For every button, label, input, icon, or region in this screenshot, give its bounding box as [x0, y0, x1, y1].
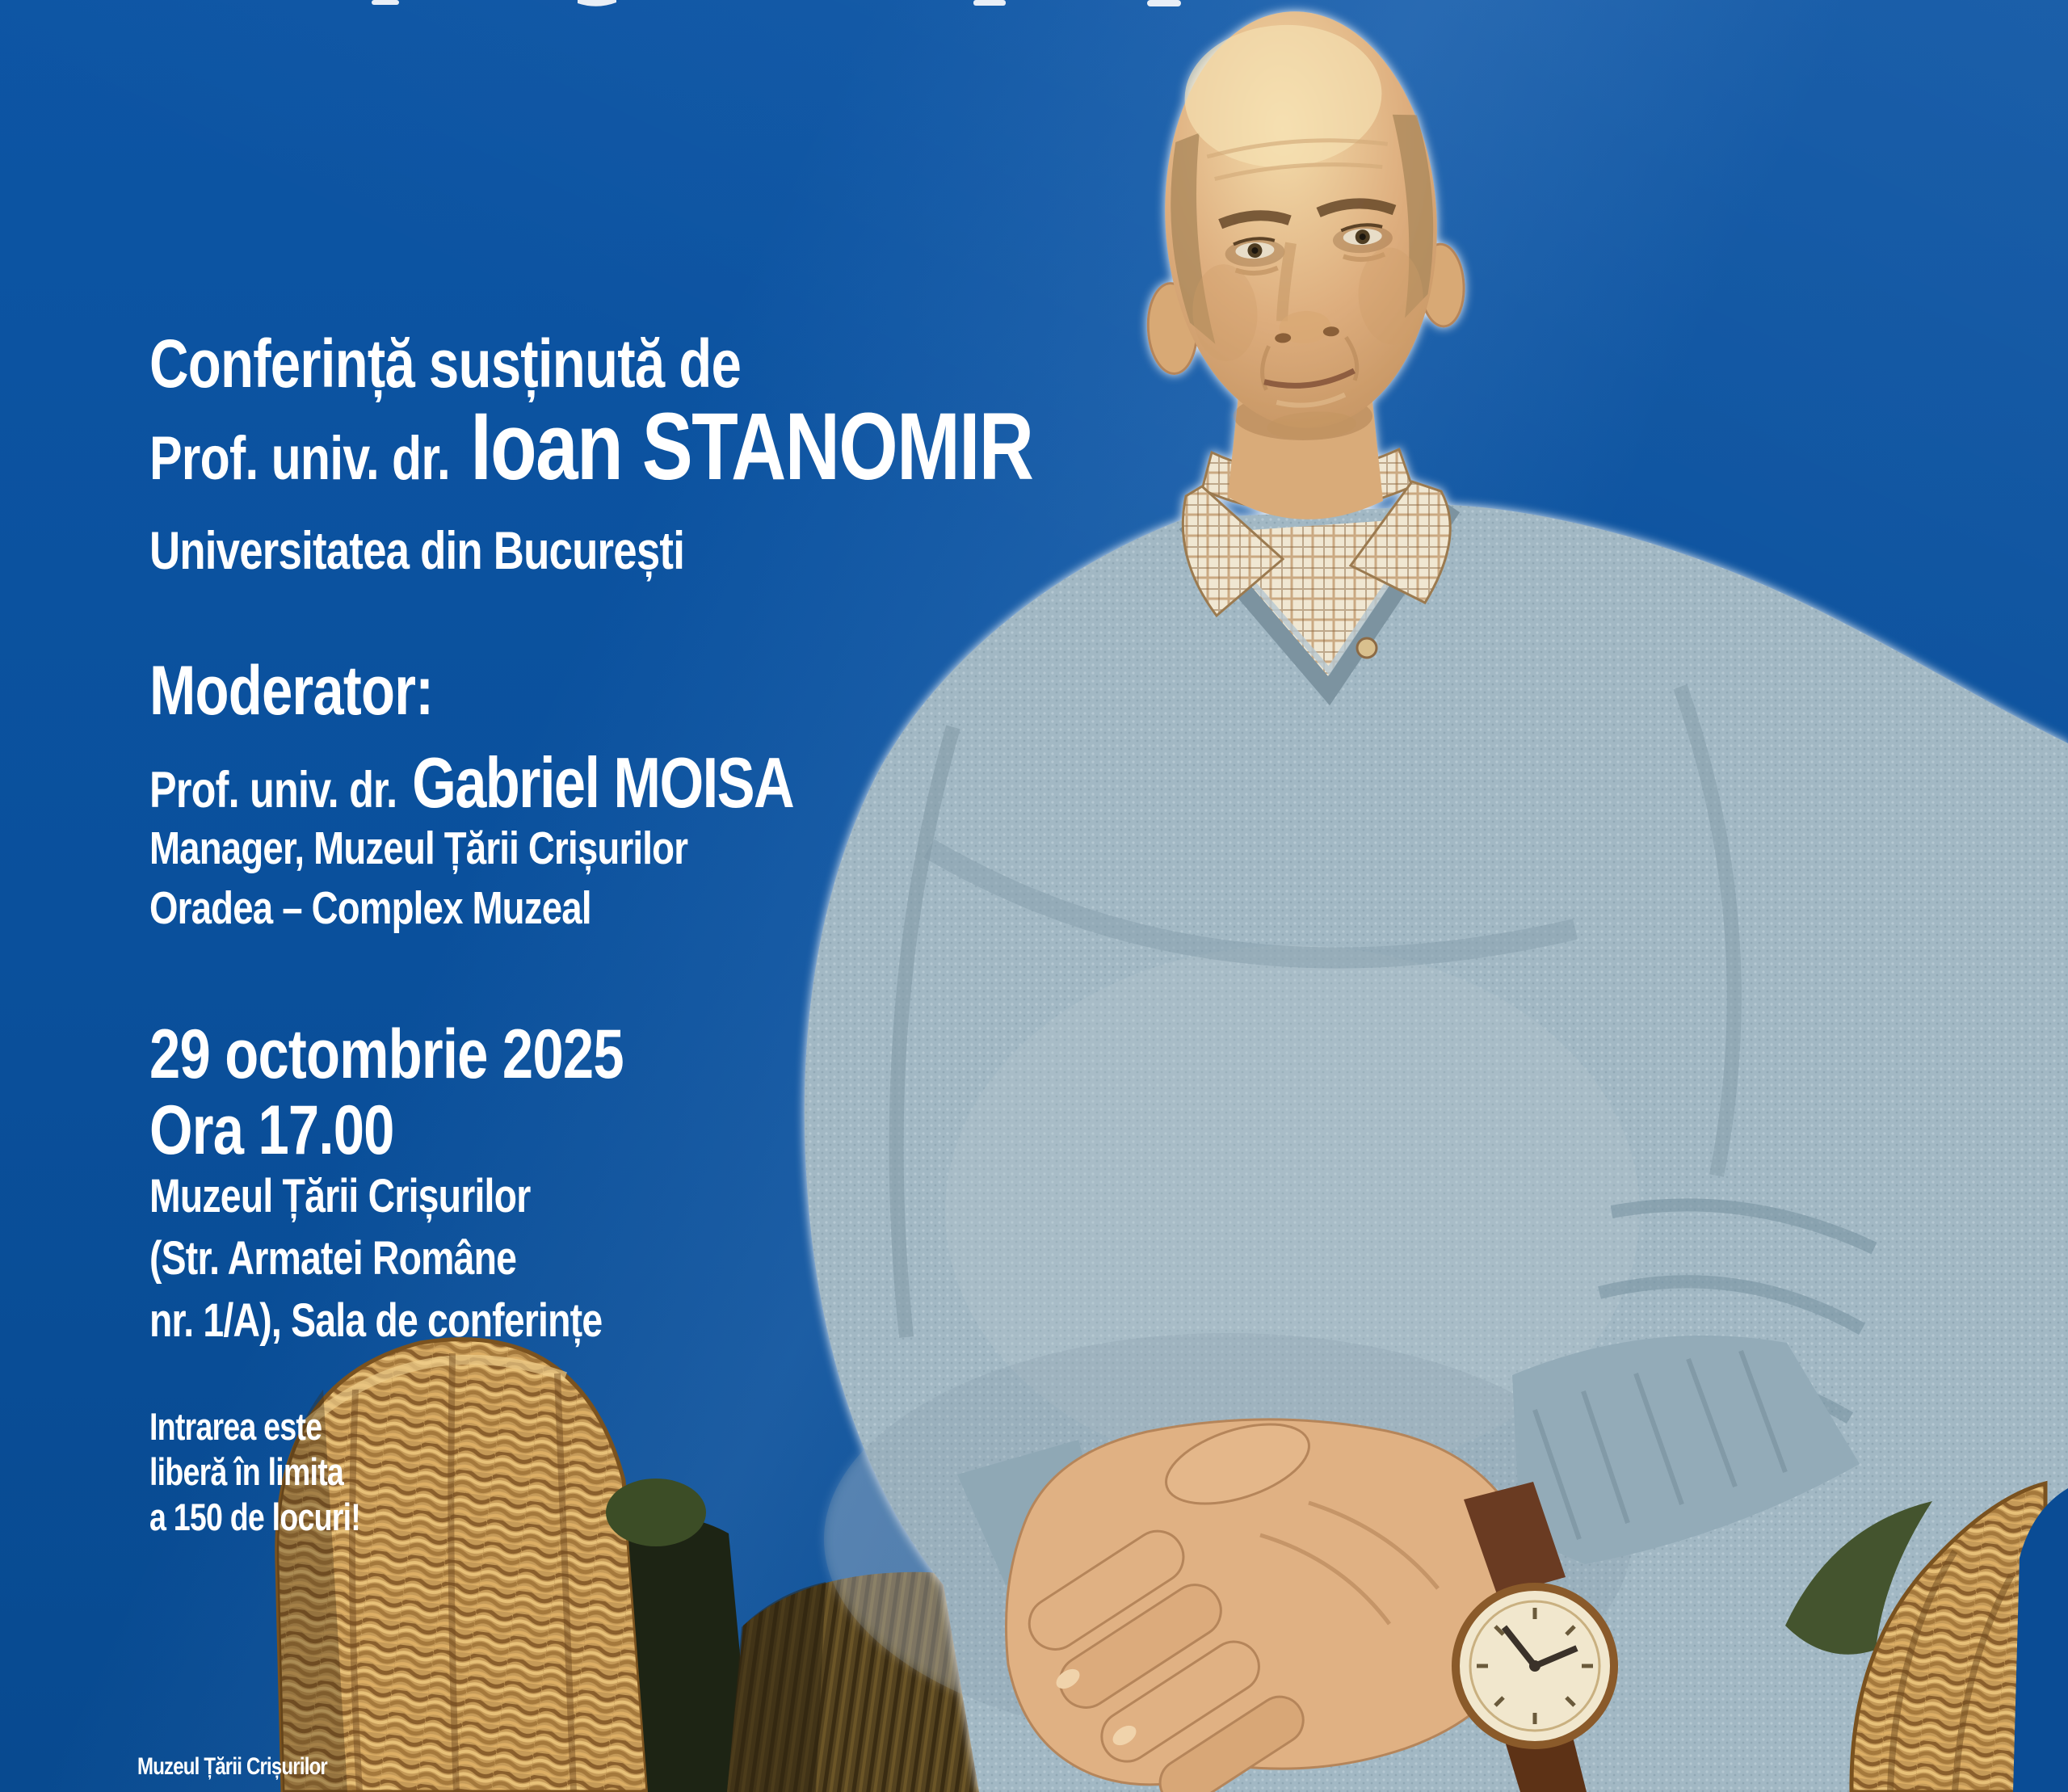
intro-line: Conferință susținută de [149, 326, 742, 402]
moderator-name: Gabriel MOISA [412, 742, 794, 822]
venue-line-3: nr. 1/A), Sala de conferințe [149, 1294, 603, 1347]
speaker-affiliation: Universitatea din București [149, 520, 685, 580]
moderator-prefix: Prof. univ. dr. [149, 762, 397, 818]
speaker-line [149, 393, 1033, 500]
moderator-org: Oradea – Complex Muzeal [149, 882, 591, 934]
cropped-title-fragments [372, 0, 1181, 6]
speaker-prefix: Prof. univ. dr. [149, 424, 450, 493]
moderator-role: Manager, Muzeul Țării Crișurilor [149, 822, 688, 874]
admission-line-1: Intrarea este [149, 1405, 322, 1448]
venue-line-1: Muzeul Țării Crișurilor [149, 1170, 531, 1222]
moderator-line [149, 742, 794, 822]
man-head [1132, 3, 1471, 448]
admission-line-3: a 150 de locuri! [149, 1495, 360, 1538]
admission-line-2: liberă în limita [149, 1450, 344, 1493]
moderator-heading: Moderator: [149, 652, 434, 730]
speaker-name: Ioan STANOMIR [470, 393, 1033, 500]
venue-line-2: (Str. Armatei Române [149, 1232, 517, 1285]
grass-patch-left [606, 1479, 706, 1546]
wicker-chair-left-arm [277, 1340, 648, 1792]
event-date: 29 octombrie 2025 [149, 1016, 624, 1093]
event-time: Ora 17.00 [149, 1092, 394, 1169]
footer-organizer: Muzeul Țării Crișurilor [137, 1753, 327, 1780]
